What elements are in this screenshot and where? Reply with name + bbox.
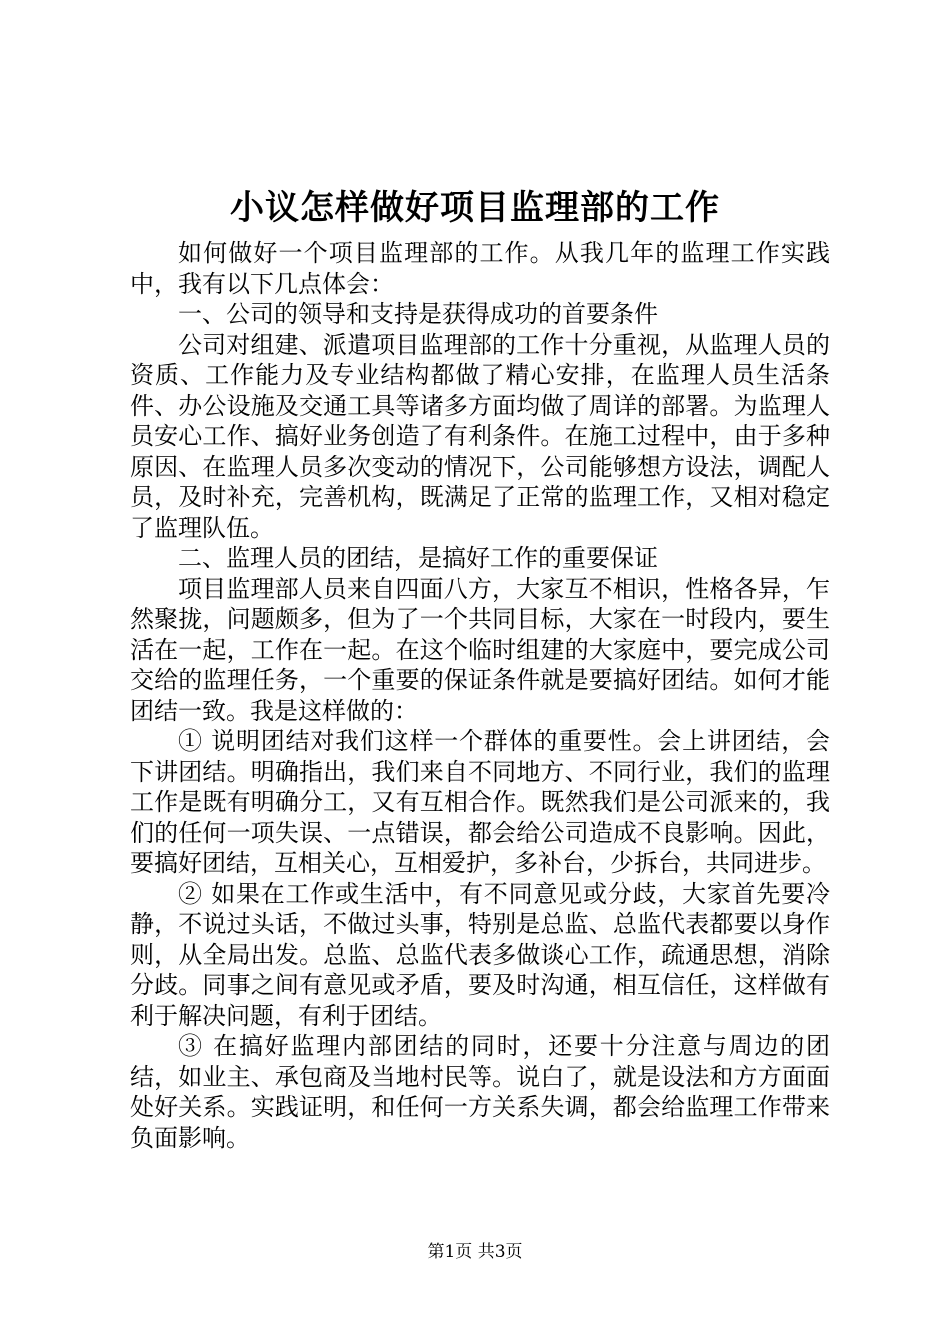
list-item-2: ② 如果在工作或生活中，有不同意见或分歧，大家首先要冷静，不说过头话，不做过头事，特别是总监、总监代表都要以身作则，从全局出发。总监、总监代表多做谈心工作，疏通思想，消除分歧。同事之间有意见或矛盾，要及时沟通，相互信任，这样做有利于解决问题，有利于团结。	[130, 879, 830, 1030]
section-heading-2: 二、监理人员的团结，是搞好工作的重要保证	[178, 544, 658, 572]
document-title: 小议怎样做好项目监理部的工作	[230, 188, 720, 228]
paragraph-team-unity: 项目监理部人员来自四面八方，大家互不相识，性格各异，乍然聚拢，问题颇多，但为了一个共同目标，大家在一时段内，要生活在一起，工作在一起。在这个临时组建的大家庭中，要完成公司交给的监理任务，一个重要的保证条件就是要搞好团结。如何才能团结一致。我是这样做的：	[130, 574, 830, 725]
paragraph-company-support: 公司对组建、派遣项目监理部的工作十分重视，从监理人员的资质、工作能力及专业结构都做了精心安排，在监理人员生活条件、办公设施及交通工具等诸多方面均做了周详的部署。为监理人员安心工作、搞好业务创造了有利条件。在施工过程中，由于多种原因、在监理人员多次变动的情况下，公司能够想方设法，调配人员，及时补充，完善机构，既满足了正常的监理工作，又相对稳定了监理队伍。	[130, 330, 830, 542]
page-footer: 第1页 共3页	[427, 1242, 523, 1262]
list-item-3: ③ 在搞好监理内部团结的同时，还要十分注意与周边的团结，如业主、承包商及当地村民等。说白了，就是设法和方方面面处好关系。实践证明，和任何一方关系失调，都会给监理工作带来负面影响。	[130, 1032, 830, 1152]
document-body	[130, 238, 830, 1153]
paragraph-intro: 如何做好一个项目监理部的工作。从我几年的监理工作实践中，我有以下几点体会：	[130, 239, 830, 298]
list-item-1: ① 说明团结对我们这样一个群体的重要性。会上讲团结，会下讲团结。明确指出，我们来自不同地方、不同行业，我们的监理工作是既有明确分工，又有互相合作。既然我们是公司派来的，我们的任何一项失误、一点错误，都会给公司造成不良影响。因此，要搞好团结，互相关心，互相爱护，多补台，少拆台，共同进步。	[130, 727, 830, 877]
section-heading-1: 一、公司的领导和支持是获得成功的首要条件	[178, 300, 658, 328]
